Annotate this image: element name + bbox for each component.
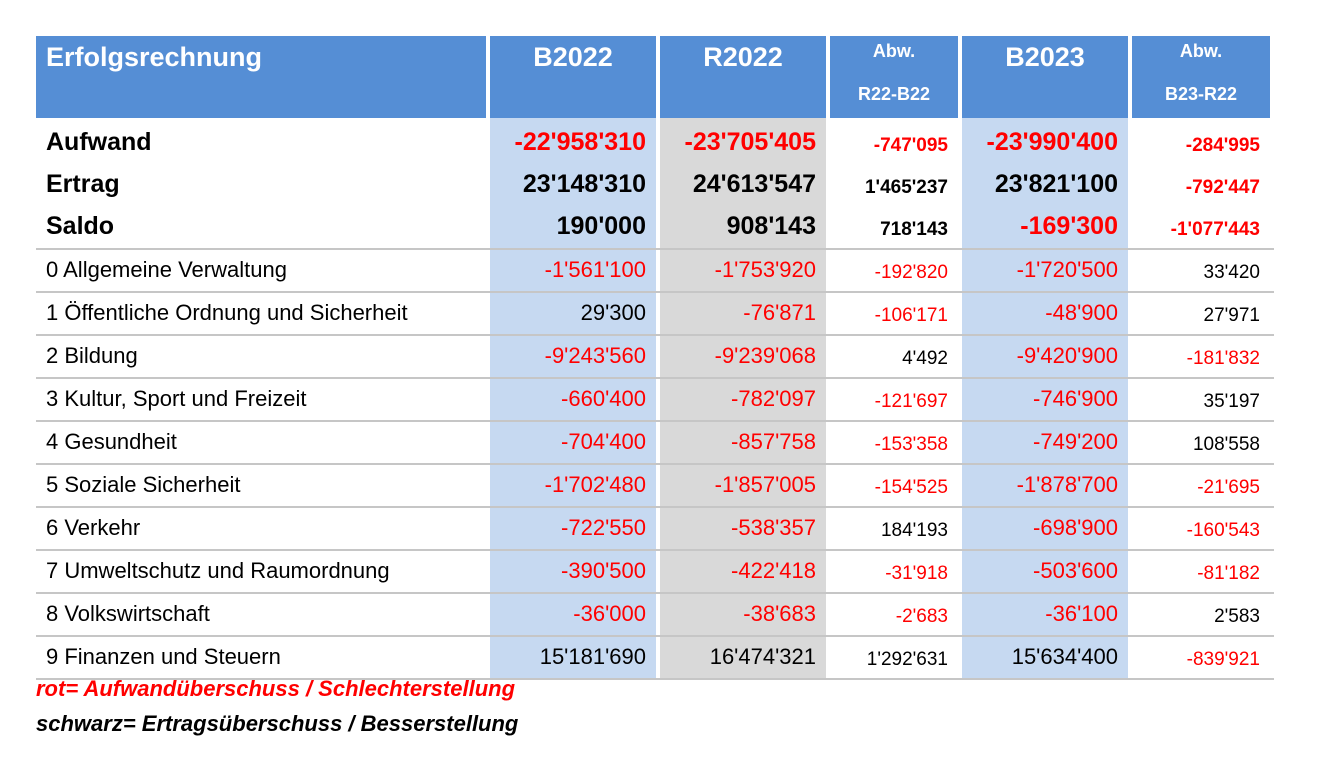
row-label: 3 Kultur, Sport und Freizeit [46,386,307,411]
cell-abw1: -153'358 [874,434,948,455]
cell-abw1: -747'095 [873,135,948,156]
cell-b2023: -1'878'700 [962,465,1128,506]
cell-b2023: -48'900 [962,293,1128,334]
cell-abw1: 1'292'631 [866,649,948,670]
cell-abw1: 184'193 [880,520,948,541]
cell-b2022: -660'400 [490,379,656,420]
header-abw-b23-r22 [1132,36,1270,118]
table-row [36,594,1274,637]
cell-b2022: 190'000 [490,206,656,248]
cell-b2023: -1'720'500 [962,250,1128,291]
table-row [36,336,1274,379]
header-abw1-line2: R22-B22 [857,84,931,104]
cell-b2022: -704'400 [490,422,656,463]
cell-abw2: -160'543 [1186,520,1260,541]
row-label: Aufwand [46,128,152,156]
table-row [36,422,1274,465]
cell-b2022: 15'181'690 [490,637,656,678]
row-label: 8 Volkswirtschaft [46,601,210,626]
cell-b2023: 15'634'400 [962,637,1128,678]
cell-abw2: 2'583 [1214,606,1260,627]
cell-r2022: -38'683 [660,594,826,635]
cell-abw2: -1'077'443 [1170,219,1260,240]
cell-r2022: -1'857'005 [660,465,826,506]
header-b2022 [490,36,656,118]
cell-b2022: -390'500 [490,551,656,592]
cell-abw1: 4'492 [902,348,948,369]
row-label: 0 Allgemeine Verwaltung [46,257,287,282]
cell-b2022: -36'000 [490,594,656,635]
cell-b2022: -22'958'310 [490,122,656,164]
table-row [36,465,1274,508]
summary-row-saldo [36,206,1274,250]
header-r2022 [660,36,826,118]
cell-abw1: -192'820 [874,262,948,283]
cell-r2022: 24'613'547 [660,164,826,206]
cell-r2022: -1'753'920 [660,250,826,291]
cell-r2022: -857'758 [660,422,826,463]
cell-b2023: -503'600 [962,551,1128,592]
cell-b2023: -746'900 [962,379,1128,420]
erfolgsrechnung-table [36,36,1274,680]
cell-b2023: -698'900 [962,508,1128,549]
row-label: 4 Gesundheit [46,429,177,454]
cell-b2022: 23'148'310 [490,164,656,206]
header-abw-r22-b22 [830,36,958,118]
table-row [36,250,1274,293]
row-label: Ertrag [46,170,120,198]
cell-abw2: -839'921 [1186,649,1260,670]
table-row [36,293,1274,336]
header-r2022-label: R2022 [703,42,783,72]
cell-b2023: -169'300 [962,206,1128,248]
cell-b2023: -23'990'400 [962,122,1128,164]
header-b2023-label: B2023 [1005,42,1085,72]
row-label: 7 Umweltschutz und Raumordnung [46,558,390,583]
cell-abw1: -106'171 [874,305,948,326]
cell-abw2: -792'447 [1185,177,1260,198]
header-title: Erfolgsrechnung [46,42,263,72]
table-row [36,637,1274,680]
cell-b2023: -749'200 [962,422,1128,463]
cell-abw1: 718'143 [880,219,948,240]
row-label: 5 Soziale Sicherheit [46,472,241,497]
cell-abw2: -284'995 [1185,135,1260,156]
row-label: 6 Verkehr [46,515,141,540]
cell-b2022: 29'300 [490,293,656,334]
table-row [36,379,1274,422]
table-row [36,508,1274,551]
cell-b2022: -1'702'480 [490,465,656,506]
cell-abw1: 1'465'237 [864,177,948,198]
cell-b2022: -9'243'560 [490,336,656,377]
header-abw2-line2: B23-R22 [1164,84,1238,104]
summary-row-ertrag [36,164,1274,206]
cell-b2023: -9'420'900 [962,336,1128,377]
cell-r2022: -422'418 [660,551,826,592]
cell-abw1: -2'683 [895,606,948,627]
cell-abw2: 35'197 [1203,391,1260,412]
cell-r2022: -9'239'068 [660,336,826,377]
table-header [36,36,1274,118]
cell-abw2: -81'182 [1197,563,1260,584]
cell-r2022: -23'705'405 [660,122,826,164]
cell-r2022: 908'143 [660,206,826,248]
cell-b2023: 23'821'100 [962,164,1128,206]
cell-abw2: -181'832 [1186,348,1260,369]
row-label: 9 Finanzen und Steuern [46,644,281,669]
cell-abw2: 33'420 [1203,262,1260,283]
summary-row-aufwand [36,122,1274,164]
legend-red: rot= Aufwandüberschuss / Schlechterstellung [36,676,516,701]
cell-abw1: -31'918 [885,563,948,584]
row-label: Saldo [46,212,115,240]
cell-b2022: -722'550 [490,508,656,549]
table-row [36,551,1274,594]
cell-r2022: -538'357 [660,508,826,549]
cell-r2022: 16'474'321 [660,637,826,678]
cell-b2023: -36'100 [962,594,1128,635]
header-b2023 [962,36,1128,118]
cell-b2022: -1'561'100 [490,250,656,291]
cell-abw1: -121'697 [874,391,948,412]
cell-abw1: -154'525 [874,477,948,498]
header-abw2-line1: Abw. [1179,41,1223,61]
header-abw1-line1: Abw. [872,41,916,61]
legend-black: schwarz= Ertragsüberschuss / Besserstellung [36,711,519,736]
cell-abw2: 108'558 [1192,434,1260,455]
header-title-cell [36,36,486,118]
cell-abw2: -21'695 [1197,477,1260,498]
row-label: 1 Öffentliche Ordnung und Sicherheit [46,300,408,325]
cell-r2022: -76'871 [660,293,826,334]
row-label: 2 Bildung [46,343,138,368]
function-rows [36,250,1274,680]
header-b2022-label: B2022 [533,42,613,72]
cell-abw2: 27'971 [1203,305,1260,326]
cell-r2022: -782'097 [660,379,826,420]
